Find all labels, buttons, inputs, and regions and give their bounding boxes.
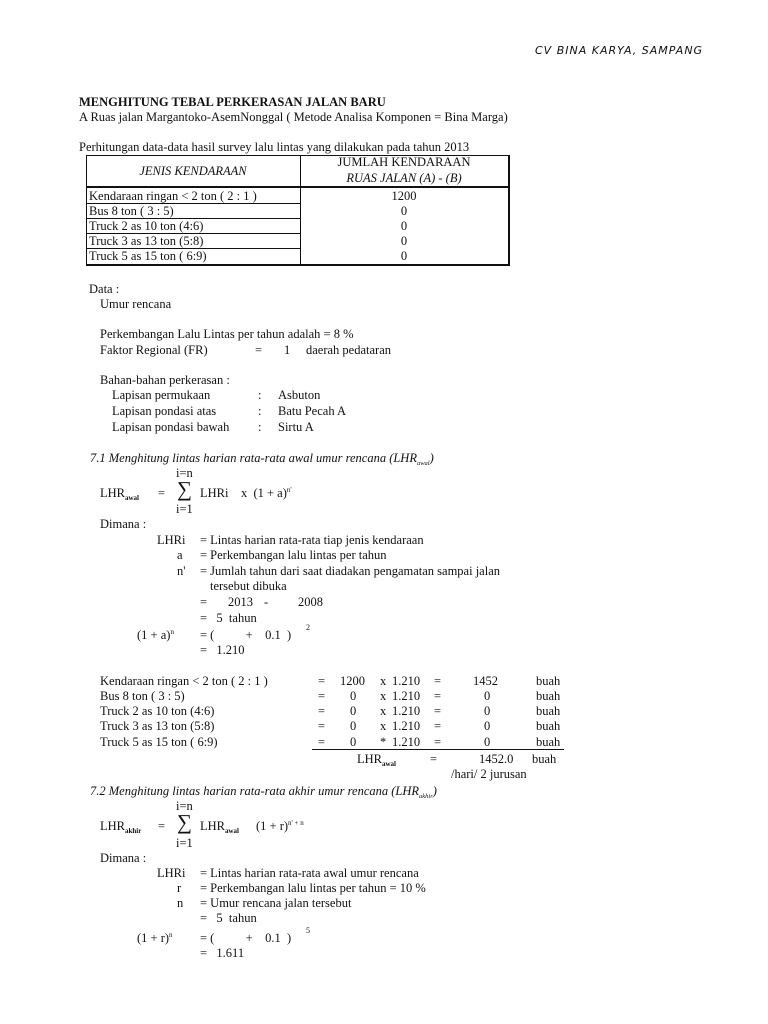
lhr-total-unit: buah (532, 752, 557, 766)
calc-unit: buah (536, 719, 561, 733)
table-row-count: 1200 (391, 189, 417, 203)
table-row-count: 0 (400, 204, 408, 218)
calc-eq2: = (434, 704, 442, 718)
layer-name: Lapisan pondasi atas (112, 404, 217, 418)
dimana-label: Dimana : (100, 517, 147, 531)
power-exponent: 2 (306, 623, 310, 632)
section-72-heading: 7.2 Menghitung lintas harian rata-rata akhir umur rencana $(LHR_{akhir})$ (90, 784, 437, 800)
calc-op: x (380, 719, 387, 733)
layer-name: Lapisan pondasi bawah (112, 420, 230, 434)
calc-eq: = (318, 735, 326, 749)
year-start: 2008 (298, 595, 323, 609)
doc-subtitle: A Ruas jalan Margantoko-AsemNonggal ( Metode Analisa Komponen = Bina Marga) (79, 110, 508, 124)
formula-growth: $(1 + r)^{n' + n}$ (256, 819, 304, 833)
calc-eq2: = (434, 674, 442, 688)
calc-result: 0 (484, 689, 491, 703)
def-text: = Jumlah tahun dari saat diadakan pengamatan sampai jalan (200, 564, 500, 578)
calc-eq2: = (434, 689, 442, 703)
def-text: = Lintas harian rata-rata awal umur rencana (200, 866, 419, 880)
sigma-symbol: ∑ (177, 810, 192, 834)
company-header: CV BINA KARYA, SAMPANG (535, 44, 704, 57)
calc-eq2: = (434, 719, 442, 733)
table-row-count: 0 (400, 249, 408, 263)
calc-unit: buah (536, 735, 561, 749)
calc-eq: = (318, 719, 326, 733)
table-row-count: 0 (400, 234, 408, 248)
sum-lower-limit: i=1 (176, 836, 193, 850)
sigma-symbol: ∑ (177, 477, 192, 501)
sum-upper-limit: i=n (176, 466, 193, 480)
power-rhs: = ( + 0.1 ) (200, 628, 292, 642)
calc-eq2: = (434, 735, 442, 749)
sum-upper-limit: i=n (176, 799, 193, 813)
table-header-route: RUAS JALAN (A) - (B) (346, 171, 462, 185)
def-symbol: LHRi (157, 866, 186, 880)
def-symbol: r (177, 881, 182, 895)
calc-label: Truck 2 as 10 ton (4:6) (100, 704, 215, 718)
lhr-total-label: $LHR_{awal}$ (357, 752, 396, 768)
table-row-type: Kendaraan ringan < 2 ton ( 2 : 1 ) (89, 189, 257, 203)
def-text: = Perkembangan lalu lintas per tahun (200, 548, 387, 562)
years-result: = 5 tahun (200, 611, 257, 625)
def-symbol: LHRi (157, 533, 186, 547)
power-result: = 1.210 (200, 643, 245, 657)
table-row-type: Truck 5 as 15 ton ( 6:9) (89, 249, 207, 263)
calc-label: Truck 3 as 13 ton (5:8) (100, 719, 215, 733)
calc-result: 0 (484, 719, 491, 733)
layer-value: Batu Pecah A (278, 404, 347, 418)
power-result: = 1.611 (200, 946, 245, 960)
fr-eq: = (255, 343, 263, 357)
lhr-total-value: 1452.0 (479, 752, 514, 766)
table-header-count: JUMLAH KENDARAAN (337, 155, 471, 169)
table-row-type: Truck 3 as 13 ton (5:8) (89, 234, 204, 248)
calc-factor: 1.210 (392, 674, 421, 688)
calc-factor: 1.210 (392, 719, 421, 733)
def-symbol: a (177, 548, 183, 562)
calc-op: * (380, 735, 387, 749)
layer-colon: : (258, 420, 262, 434)
calc-eq: = (318, 704, 326, 718)
def-text: = Lintas harian rata-rata tiap jenis kendaraan (200, 533, 424, 547)
formula-eq: = (158, 819, 166, 833)
calc-label: Truck 5 as 15 ton ( 6:9) (100, 735, 218, 749)
def-symbol: n' (177, 564, 186, 578)
sum-lower-limit: i=1 (176, 502, 193, 516)
layer-colon: : (258, 404, 262, 418)
calc-factor: 1.210 (392, 689, 421, 703)
calc-count: 0 (350, 689, 357, 703)
calc-eq: = (318, 674, 326, 688)
calc-result: 0 (484, 704, 491, 718)
dimana-label: Dimana : (100, 851, 147, 865)
years-result: = 5 tahun (200, 911, 257, 925)
calc-count: 0 (350, 704, 357, 718)
lhr-total-eq: = (430, 752, 438, 766)
calc-label: Bus 8 ton ( 3 : 5) (100, 689, 185, 703)
table-row-count: 0 (400, 219, 408, 233)
calc-unit: buah (536, 689, 561, 703)
calc-count: 0 (350, 719, 357, 733)
fr-value: 1 (284, 343, 291, 357)
def-continuation: tersebut dibuka (210, 579, 287, 593)
fr-desc: daerah pedataran (306, 343, 392, 357)
lhr-akhir-lhs: $LHR_{akhir}$ (100, 819, 142, 835)
calc-result: 0 (484, 735, 491, 749)
formula-term: LHRi x $(1 + a)^{n'}$ (200, 486, 292, 500)
layer-value: Sirtu A (278, 420, 314, 434)
table-header-type: JENIS KENDARAAN (139, 164, 247, 178)
power-lhs: $(1 + r)^n$ (137, 931, 173, 945)
layer-name: Lapisan permukaan (112, 388, 211, 402)
perkembangan-text: Perkembangan Lalu Lintas per tahun adalah = 8 % (100, 327, 354, 341)
year-minus: - (264, 595, 269, 609)
data-heading: Data : (89, 282, 120, 296)
calc-factor: 1.210 (392, 704, 421, 718)
formula-term: $LHR_{awal}$ (200, 819, 239, 835)
calc-op: x (380, 674, 387, 688)
def-symbol: n (177, 896, 184, 910)
layer-colon: : (258, 388, 262, 402)
sum-divider (312, 749, 564, 750)
bahan-heading: Bahan-bahan perkerasan : (100, 373, 230, 387)
doc-title: MENGHITUNG TEBAL PERKERASAN JALAN BARU (79, 95, 386, 109)
calc-op: x (380, 704, 387, 718)
layer-value: Asbuton (278, 388, 321, 402)
section-71-heading: 7.1 Menghitung lintas harian rata-rata awal umur rencana $(LHR_{awal})$ (90, 451, 434, 467)
calc-result: 1452 (473, 674, 498, 688)
calc-unit: buah (536, 704, 561, 718)
table-row-type: Truck 2 as 10 ton (4:6) (89, 219, 204, 233)
fr-label: Faktor Regional (FR) (100, 343, 208, 357)
power-lhs: $(1 + a)^n$ (137, 628, 174, 642)
calc-count: 0 (350, 735, 357, 749)
calc-unit: buah (536, 674, 561, 688)
def-text: = Umur rencana jalan tersebut (200, 896, 352, 910)
doc-intro: Perhitungan data-data hasil survey lalu lintas yang dilakukan pada tahun 2013 (79, 140, 470, 154)
calc-count: 1200 (340, 674, 365, 688)
power-rhs: = ( + 0.1 ) (200, 931, 292, 945)
calc-factor: 1.210 (392, 735, 421, 749)
calc-label: Kendaraan ringan < 2 ton ( 2 : 1 ) (100, 674, 268, 688)
table-row-type: Bus 8 ton ( 3 : 5) (89, 204, 174, 218)
def-text: = Perkembangan lalu lintas per tahun = 10 % (200, 881, 426, 895)
year-end: 2013 (228, 595, 253, 609)
formula-eq: = (158, 486, 166, 500)
calc-op: x (380, 689, 387, 703)
calc-eq: = (318, 689, 326, 703)
years-eq: = (200, 595, 208, 609)
umur-rencana: Umur rencana (100, 297, 172, 311)
power-exponent: 5 (306, 926, 310, 935)
lhr-per-day: /hari/ 2 jurusan (451, 767, 527, 781)
lhr-awal-lhs: $LHR_{awal}$ (100, 486, 139, 502)
